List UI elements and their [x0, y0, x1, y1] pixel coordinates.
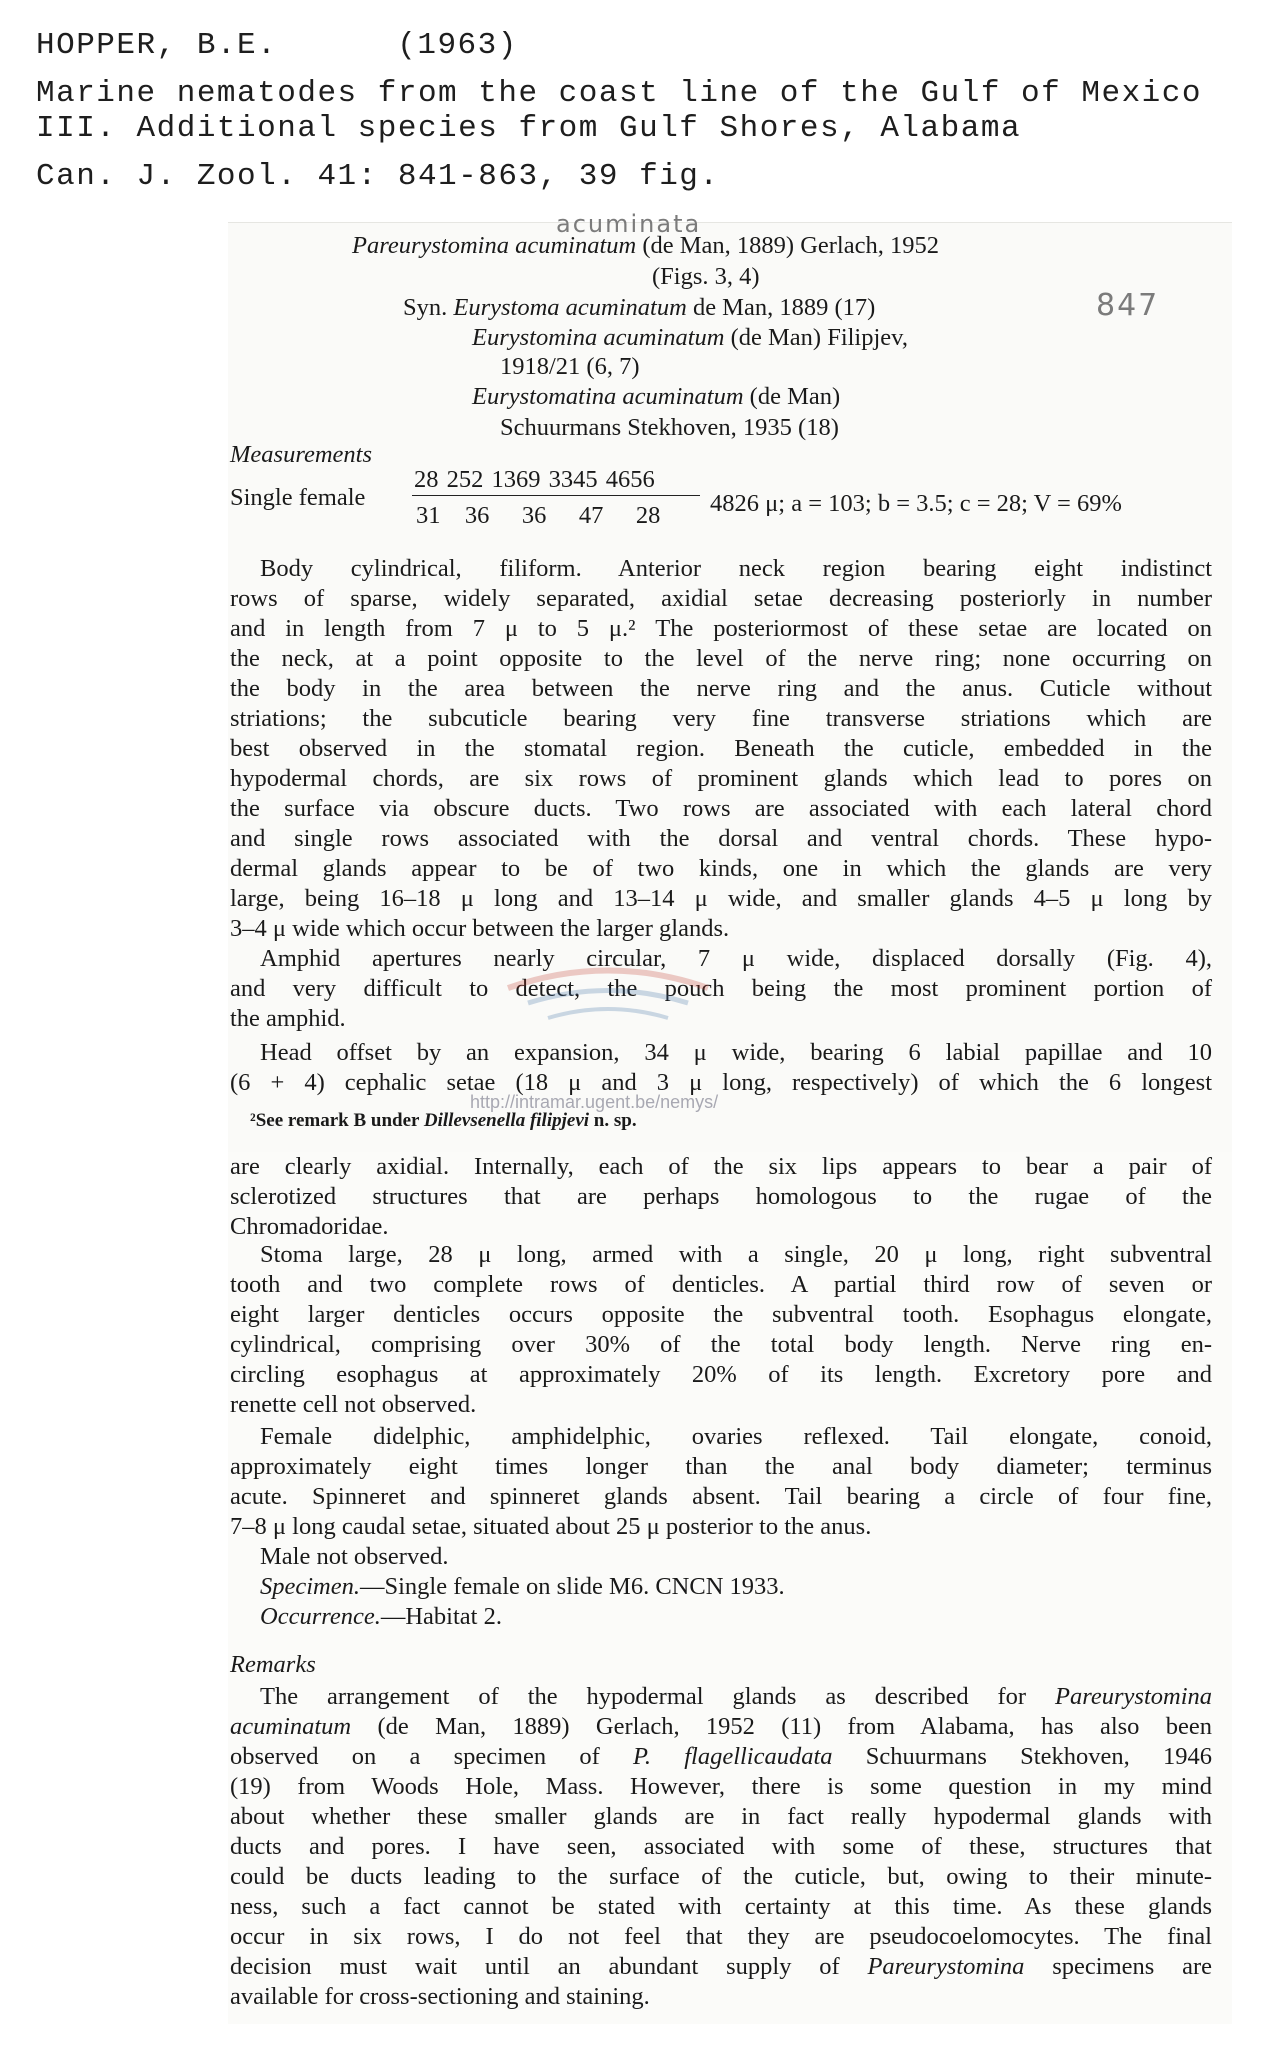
body-line: renette cell not observed. — [230, 1391, 477, 1418]
occurrence-label: Occurrence. — [260, 1603, 381, 1630]
body-line: the body in the area between the nerve ring and the anus. Cuticle without — [230, 675, 1212, 702]
library-stamp-logo — [498, 948, 718, 1038]
remarks-text: The arrangement of the hypodermal glands as described for — [260, 1683, 1056, 1710]
remarks-line — [230, 1952, 1212, 1983]
fraction-bar — [412, 495, 700, 496]
remarks-line: occur in six rows, I do not feel that they are pseudocoelomocytes. The final — [230, 1923, 1212, 1950]
occurrence-line — [260, 1602, 502, 1633]
card-citation: Can. J. Zool. 41: 841-863, 39 fig. — [36, 159, 720, 194]
synonym-3 — [472, 382, 840, 413]
body-line: the surface via obscure ducts. Two rows are associated with each lateral chord — [230, 795, 1212, 822]
figure-reference: (Figs. 3, 4) — [652, 263, 760, 290]
remarks-text: observed on a specimen of — [230, 1743, 634, 1770]
synonym-name: Eurystomina acuminatum — [472, 324, 725, 351]
body-line: are clearly axidial. Internally, each of the six lips appears to bear a pair of — [230, 1153, 1212, 1180]
body-line: circling esophagus at approximately 20% of its length. Excretory pore and — [230, 1361, 1212, 1388]
measurements-summary: 4826 μ; a = 103; b = 3.5; c = 28; V = 69% — [710, 490, 1122, 517]
body-line: cylindrical, comprising over 30% of the total body length. Nerve ring en- — [230, 1331, 1212, 1358]
body-line: Female didelphic, amphidelphic, ovaries reflexed. Tail elongate, conoid, — [260, 1423, 1212, 1450]
card-title-line-2: III. Additional species from Gulf Shores, Alabama — [36, 111, 1022, 146]
synonym-3-continued: Schuurmans Stekhoven, 1935 (18) — [500, 414, 839, 441]
synonym-authority: (de Man) Filipjev, — [730, 324, 908, 351]
remarks-text: (de Man, 1889) Gerlach, 1952 (11) from Alabama, has also been — [351, 1713, 1212, 1740]
species-heading — [352, 231, 939, 262]
measurements-label: Single female — [230, 484, 366, 511]
body-line: 7–8 μ long caudal setae, situated about 25 μ posterior to the anus. — [230, 1513, 872, 1540]
remarks-line: available for cross-sectioning and staining. — [230, 1983, 650, 2010]
body-line: tooth and two complete rows of denticles. A partial third row of seven or — [230, 1271, 1212, 1298]
footnote — [250, 1110, 637, 1132]
remarks-line: about whether these smaller glands are in fact really hypodermal glands with — [230, 1803, 1212, 1830]
species-epithet: acuminatum — [515, 232, 637, 259]
body-line: eight larger denticles occurs opposite the subventral tooth. Esophagus elongate, — [230, 1301, 1212, 1328]
footnote-species: Dillevsenella filipjevi — [423, 1110, 590, 1131]
body-line: dermal glands appear to be of two kinds, one in which the glands are very — [230, 855, 1212, 882]
body-line: hypodermal chords, are six rows of prominent glands which lead to pores on — [230, 765, 1212, 792]
body-line: Stoma large, 28 μ long, armed with a single, 20 μ long, right subventral — [260, 1241, 1212, 1268]
body-line: Amphid apertures nearly circular, 7 μ wide, displaced dorsally (Fig. 4), — [260, 945, 1212, 972]
remarks-taxon: acuminatum — [230, 1713, 352, 1740]
body-line: and single rows associated with the dorsal and ventral chords. These hypo- — [230, 825, 1212, 852]
remarks-line — [230, 1742, 1212, 1773]
remarks-line: could be ducts leading to the surface of the cuticle, but, owing to their minute- — [230, 1863, 1212, 1890]
body-line: striations; the subcuticle bearing very fine transverse striations which are — [230, 705, 1212, 732]
remarks-line: (19) from Woods Hole, Mass. However, there is some question in my mind — [230, 1773, 1212, 1800]
handwritten-correction: acuminata — [556, 210, 702, 238]
synonym-authority: de Man, 1889 (17) — [692, 294, 876, 321]
body-line: and in length from 7 μ to 5 μ.² The posteriormost of these setae are located on — [230, 615, 1212, 642]
body-line: and very difficult to detect, the pouch being the most prominent portion of — [230, 975, 1212, 1002]
body-line: rows of sparse, widely separated, axidial setae decreasing posteriorly in number — [230, 585, 1212, 612]
card-author: HOPPER, B.E. — [36, 28, 278, 63]
synonym-1 — [403, 293, 875, 324]
body-line: 3–4 μ wide which occur between the larger glands. — [230, 915, 730, 942]
specimen-text: —Single female on slide M6. CNCN 1933. — [360, 1573, 785, 1600]
synonym-2-continued: 1918/21 (6, 7) — [500, 353, 640, 380]
remarks-heading: Remarks — [230, 1651, 316, 1678]
footnote-text: ²See remark B under — [250, 1110, 424, 1131]
measurements-numerator: 28 252 1369 3345 4656 — [414, 466, 655, 493]
footnote-suffix: n. sp. — [589, 1110, 637, 1131]
remarks-taxon: Pareurystomina — [1055, 1683, 1212, 1710]
body-line: the neck, at a point opposite to the level of the nerve ring; none occurring on — [230, 645, 1212, 672]
synonym-authority: (de Man) — [749, 383, 841, 410]
measurements-heading: Measurements — [230, 441, 372, 468]
body-line: the amphid. — [230, 1005, 346, 1032]
card-title-line-1: Marine nematodes from the coast line of the Gulf of Mexico — [36, 76, 1202, 111]
card-author-line — [36, 28, 518, 63]
remarks-text: specimens are — [1024, 1953, 1212, 1980]
remarks-line: ducts and pores. I have seen, associated with some of these, structures that — [230, 1833, 1212, 1860]
body-line: approximately eight times longer than the anal body diameter; terminus — [230, 1453, 1212, 1480]
body-line: (6 + 4) cephalic setae (18 μ and 3 μ long, respectively) of which the 6 longest — [230, 1069, 1212, 1096]
species-genus: Pareurystomina — [352, 232, 509, 259]
body-line: Head offset by an expansion, 34 μ wide, bearing 6 labial papillae and 10 — [260, 1039, 1212, 1066]
species-authority: (de Man, 1889) Gerlach, 1952 — [642, 232, 939, 259]
watermark-url: http://intramar.ugent.be/nemys/ — [470, 1092, 719, 1112]
male-note: Male not observed. — [260, 1543, 449, 1570]
specimen-label: Specimen. — [260, 1573, 360, 1600]
body-line: best observed in the stomatal region. Beneath the cuticle, embedded in the — [230, 735, 1212, 762]
handwritten-page-number: 847 — [1096, 288, 1160, 323]
remarks-line — [230, 1712, 1212, 1743]
remarks-line — [260, 1682, 1212, 1713]
remarks-text: Schuurmans Stekhoven, 1946 — [832, 1743, 1212, 1770]
synonym-2 — [472, 323, 908, 354]
body-line: acute. Spinneret and spinneret glands absent. Tail bearing a circle of four fine, — [230, 1483, 1212, 1510]
synonym-name: Eurystomatina acuminatum — [472, 383, 744, 410]
specimen-line — [260, 1572, 785, 1603]
synonym-name: Eurystoma acuminatum — [453, 294, 687, 321]
body-line: large, being 16–18 μ long and 13–14 μ wide, and smaller glands 4–5 μ long by — [230, 885, 1212, 912]
remarks-text: decision must wait until an abundant supply of — [230, 1953, 868, 1980]
body-line: Body cylindrical, filiform. Anterior neck region bearing eight indistinct — [260, 555, 1212, 582]
remarks-taxon: P. flagellicaudata — [633, 1743, 833, 1770]
body-line: Chromadoridae. — [230, 1213, 389, 1240]
body-line: sclerotized structures that are perhaps homologous to the rugae of the — [230, 1183, 1212, 1210]
remarks-line: ness, such a fact cannot be stated with certainty at this time. As these glands — [230, 1893, 1212, 1920]
synonym-label: Syn. — [403, 294, 448, 321]
card-year: (1963) — [397, 28, 518, 63]
remarks-taxon: Pareurystomina — [867, 1953, 1025, 1980]
occurrence-text: —Habitat 2. — [380, 1603, 502, 1630]
measurements-denominator: 31 36 36 47 28 — [416, 502, 661, 529]
